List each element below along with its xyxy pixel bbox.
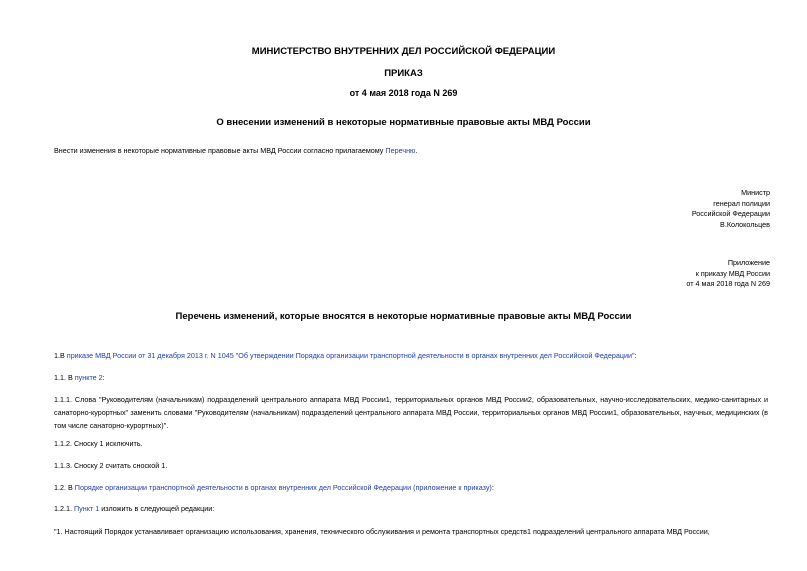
signature-country: Российской Федерации <box>691 209 770 218</box>
ministry-heading: МИНИСТЕРСТВО ВНУТРЕННИХ ДЕЛ РОССИЙСКОЙ ФЕДЕРАЦИИ <box>251 46 556 57</box>
poryadok-link[interactable]: Порядке организации транспортной деятельности в органах внутренних дел Российской Федерации (приложение к приказу) <box>74 483 492 492</box>
signature-rank: генерал полиции <box>713 198 770 208</box>
appendix-label: Приложение <box>727 258 770 267</box>
item-1-2-1-prefix: 1.2.1. <box>54 504 74 513</box>
list-title-heading: Перечень изменений, которые вносятся в некоторые нормативные правовые акты МВД России <box>175 311 632 322</box>
item-1 <box>54 351 637 361</box>
item-1-1-2: 1.1.2. Сноску 1 исключить. <box>54 439 143 448</box>
punkt-1-link[interactable]: Пункт 1 <box>73 504 100 513</box>
item-1-suffix: : <box>634 351 637 360</box>
intro-end: . <box>415 146 418 155</box>
signature-name: В.Колокольцев <box>720 219 770 229</box>
appendix-block <box>686 258 770 290</box>
appendix-date: от 4 мая 2018 года N 269 <box>686 279 770 288</box>
item-1-1-suffix: : <box>102 373 105 382</box>
item-1-prefix: 1.В <box>54 351 67 360</box>
doc-subject-heading: О внесении изменений в некоторые нормативные правовые акты МВД России <box>216 117 591 128</box>
intro-paragraph <box>54 146 417 156</box>
item-1-2-1 <box>54 504 214 514</box>
signature-title: Министр <box>741 188 770 197</box>
doc-date-heading: от 4 мая 2018 года N 269 <box>349 88 458 98</box>
item-1-1-3: 1.1.3. Сноску 2 считать сноской 1. <box>54 461 168 470</box>
item-1-1 <box>54 373 105 383</box>
quote-paragraph: "1. Настоящий Порядок устанавливает организацию использования, хранения, технического обслуживания и ремонта транспортных средств1 подразделений центрального аппарата МВД России, <box>54 527 710 536</box>
item-1-1-1: 1.1.1. Слова "Руководителям (начальникам) подразделений центрального аппарата МВД России1, территориальных органов МВД России2, образовательных, научно-исследовательских, медико-санитарных и санаторно-курортных" заменить словами "Руководителям (начальникам) подразделений центрального аппарата МВД России, территориальных органов МВД России1, образовательных, научных, медицинских (в том числе санаторно-курортных)". <box>54 395 768 430</box>
perechen-link[interactable]: Перечню <box>385 146 416 155</box>
item-1-2 <box>54 483 494 493</box>
item-1-2-suffix: : <box>491 483 494 492</box>
item-1-2-1-suffix: изложить в следующей редакции: <box>99 504 215 513</box>
order-1045-title-link[interactable]: "Об утверждении Порядка организации транспортной деятельности в органах внутренних дел Российской Федерации" <box>235 351 635 360</box>
order-1045-link[interactable]: приказе МВД России от 31 декабря 2013 г. N 1045 <box>66 351 234 360</box>
item-1-1-prefix: 1.1. В <box>54 373 75 382</box>
intro-text: Внести изменения в некоторые нормативные правовые акты МВД России согласно прилагаемому <box>54 146 386 155</box>
item-1-2-prefix: 1.2. В <box>54 483 75 492</box>
signature-block <box>692 188 770 230</box>
punkt-2-link[interactable]: пункте 2 <box>74 373 103 382</box>
appendix-order: к приказу МВД России <box>695 268 770 278</box>
doc-type-heading: ПРИКАЗ <box>384 68 423 79</box>
